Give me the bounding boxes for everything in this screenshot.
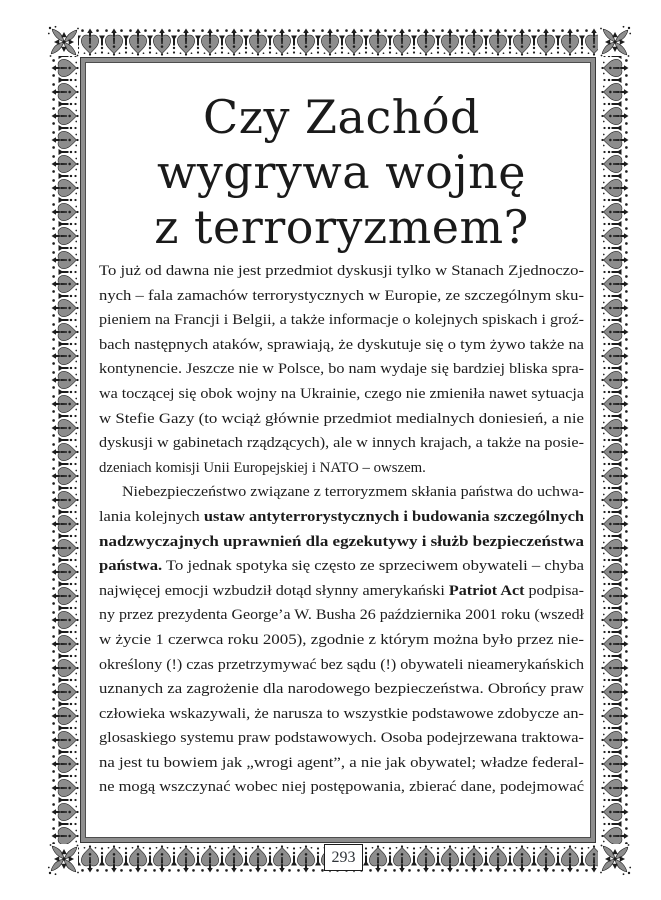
text-segment-bold: państwa. — [99, 558, 163, 575]
text-segment: bach następnych ataków, sprawiają, że dyskutuje się o tym żywo także na — [99, 336, 584, 353]
text-segment: podpisa- — [524, 582, 584, 599]
text-line — [99, 554, 584, 579]
text-line — [99, 628, 584, 653]
text-line — [99, 579, 584, 604]
text-segment-bold: nadzwyczajnych uprawnień dla egzekutywy i służb bezpieczeństwa — [99, 533, 584, 550]
text-segment: uznanych za zagrożenie dla narodowego bezpieczeństwa. Obrońcy praw — [99, 681, 584, 698]
chapter-title-line: wygrywa wojnę — [157, 145, 526, 199]
text-line — [99, 407, 584, 432]
text-line — [99, 530, 584, 555]
text-line — [99, 333, 584, 358]
corner-ornament-top-right-icon — [598, 25, 632, 59]
text-segment: kontynencie. Jeszcze nie w Polsce, bo nam wydaje się bardziej bliska spra- — [99, 361, 584, 378]
text-segment: ne mogą wszczynać wobec niej postępowania, zbierać dane, podejmować — [99, 779, 584, 796]
text-line — [99, 751, 584, 776]
text-line — [99, 480, 584, 505]
text-line — [99, 677, 584, 702]
ornament-band-left-icon — [51, 56, 79, 844]
text-segment: człowieka wskazywali, że narusza to wszystkie podstawowe zdobycze an- — [99, 705, 584, 722]
text-segment: To jednak spotyka się często ze sprzeciwem obywateli – chyba — [162, 558, 584, 575]
text-line — [99, 505, 584, 530]
text-segment: dzeniach komisji Unii Europejskiej i NATO – owszem. — [99, 459, 426, 476]
text-line — [99, 382, 584, 407]
corner-ornament-bottom-right-icon — [598, 842, 632, 876]
text-segment: ny przez prezydenta George’a W. Busha 26 października 2001 roku (wszedł — [99, 607, 584, 624]
text-line — [99, 775, 584, 800]
text-segment: wa toczącej się obok wojny na Ukrainie, czego nie zmieniła nawet sytuacja — [99, 385, 584, 402]
text-segment: najwięcej emocji wzbudził dotąd słynny amerykański — [99, 582, 449, 599]
text-segment-bold: ustaw antyterrorystycznych i budowania szczególnych — [203, 508, 584, 525]
text-line — [99, 357, 584, 382]
text-segment: nych – fala zamachów terrorystycznych w Europie, ze szczególnym sku- — [99, 287, 584, 304]
text-segment: pieniem na Francji i Belgii, a także informacje o kolejnych spiskach i groź- — [99, 312, 584, 329]
text-segment: dyskusji w gabinetach rządzących), ale w innych krajach, a także na posie- — [99, 435, 584, 452]
text-segment: określony (!) czas przetrzymywać bez sądu (!) obywateli nieamerykańskich — [99, 656, 584, 673]
text-segment: glosaskiego systemu praw podstawowych. Osoba podejrzewana traktowa- — [99, 730, 584, 747]
text-segment: w Stefie Gazy (to wciąż głównie przedmiot medialnych doniesień, a nie — [99, 410, 584, 427]
text-segment: To już od dawna nie jest przedmiot dyskusji tylko w Stanach Zjednoczo- — [99, 263, 584, 279]
chapter-title-line: z terroryzmem? — [154, 200, 529, 254]
text-line — [99, 653, 584, 678]
body-text — [99, 259, 584, 800]
text-segment: Niebezpieczeństwo związane z terroryzmem skłania państwa do uchwa- — [122, 484, 584, 501]
text-line — [99, 726, 584, 751]
text-segment: lania kolejnych — [99, 508, 204, 525]
text-line — [99, 603, 584, 628]
text-segment: na jest tu bowiem jak „wrogi agent”, a nie jak obywatel; władze federal- — [99, 754, 584, 771]
chapter-title — [99, 90, 584, 255]
text-line — [99, 259, 584, 284]
text-line — [99, 308, 584, 333]
corner-ornament-bottom-left-icon — [47, 842, 81, 876]
ornament-band-right-icon — [601, 56, 629, 844]
page-number: 293 — [331, 848, 356, 866]
text-line — [99, 702, 584, 727]
corner-ornament-top-left-icon — [47, 25, 81, 59]
text-segment: w życie 1 czerwca roku 2005), zgodnie z którym można było przez nie- — [99, 631, 584, 648]
text-line — [99, 284, 584, 309]
text-line — [99, 431, 584, 456]
chapter-title-line: Czy Zachód — [203, 90, 480, 144]
ornament-band-top-icon — [78, 28, 598, 56]
text-segment-bold: Patriot Act — [448, 582, 525, 599]
page-number-box — [324, 844, 363, 871]
text-line — [99, 456, 584, 481]
